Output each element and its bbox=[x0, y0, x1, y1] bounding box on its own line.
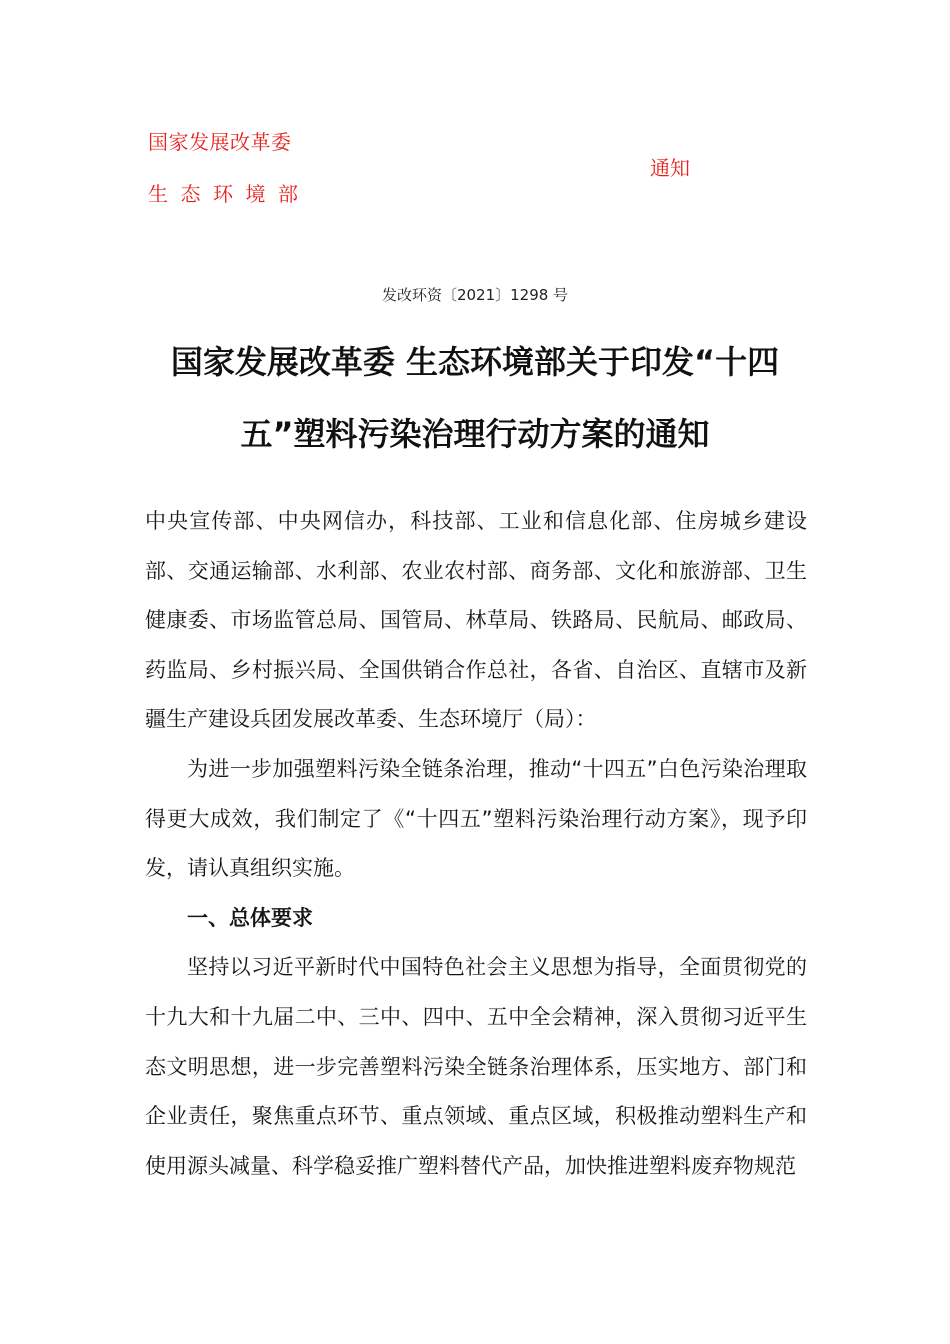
recipients-paragraph: 中央宣传部、中央网信办，科技部、工业和信息化部、住房城乡建设部、交通运输部、水利部、农业农村部、商务部、文化和旅游部、卫生健康委、市场监管总局、国管局、林草局、铁路局、民航局、邮政局、药监局、乡村振兴局、全国供销合作总社，各省、自治区、直辖市及新疆生产建设兵团发展改革委、生态环境厅（局）： bbox=[145, 509, 807, 732]
issuer-ndrc: 国家发展改革委 bbox=[148, 130, 292, 154]
notice-label: 通知 bbox=[650, 156, 690, 180]
section-heading: 一、总体要求 bbox=[187, 905, 313, 930]
document-title: 国家发展改革委 生态环境部关于印发“十四五”塑料污染治理行动方案的通知 bbox=[170, 343, 780, 453]
document-body bbox=[145, 497, 807, 1191]
intro-paragraph: 为进一步加强塑料污染全链条治理，推动“十四五”白色污染治理取得更大成效，我们制定了《“十四五”塑料污染治理行动方案》，现予印发，请认真组织实施。 bbox=[145, 756, 807, 881]
document-number: 发改环资〔2021〕1298 号 bbox=[381, 286, 569, 304]
issuer-mee: 生态环境部 bbox=[148, 182, 311, 206]
section-paragraph: 坚持以习近平新时代中国特色社会主义思想为指导，全面贯彻党的十九大和十九届二中、三中、四中、五中全会精神，深入贯彻习近平生态文明思想，进一步完善塑料污染全链条治理体系，压实地方、部门和企业责任，聚焦重点环节、重点领域、重点区域，积极推动塑料生产和使用源头减量、科学稳妥推广塑料替代产品，加快推进塑料废弃物规范 bbox=[145, 955, 807, 1178]
